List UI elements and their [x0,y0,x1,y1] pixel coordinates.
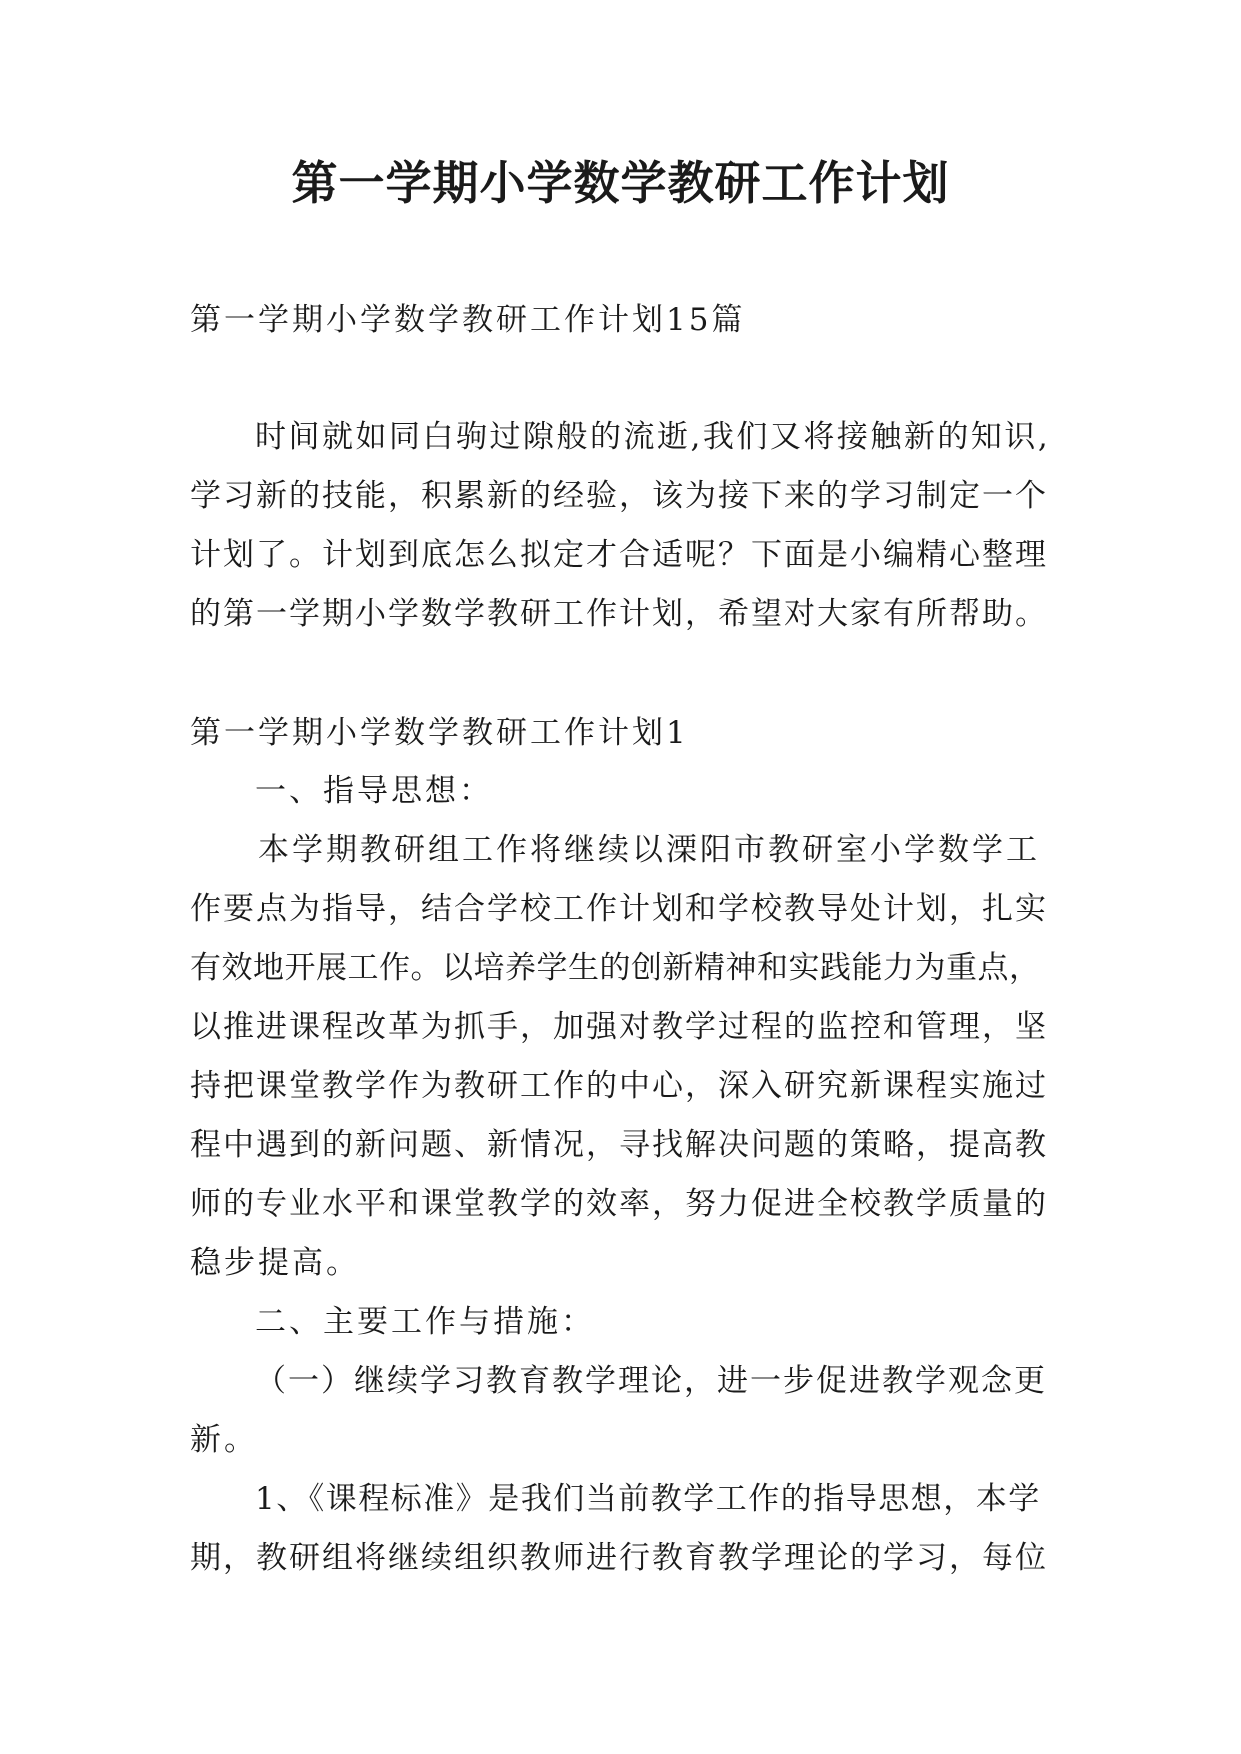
part1-body-line: 师的专业水平和课堂教学的效率，努力促进全校教学质量的 [190,1186,1048,1222]
document-title: 第一学期小学数学教研工作计划 [291,156,950,210]
intro-line: 时间就如同白驹过隙般的流逝,我们又将接触新的知识, [255,419,1051,455]
part1-body-line: 持把课堂教学作为教研工作的中心，深入研究新课程实施过 [190,1068,1048,1104]
part2-item-line: 1、《课程标准》是我们当前教学工作的指导思想，本学 [255,1481,1041,1517]
intro-line: 的第一学期小学数学教研工作计划，希望对大家有所帮助。 [190,596,1048,632]
part2-sub-line: 新。 [190,1422,258,1458]
part1-body-line: 稳步提高。 [190,1245,360,1281]
part1-heading: 一、指导思想： [255,773,493,809]
part1-body-line: 程中遇到的新问题、新情况，寻找解决问题的策略，提高教 [190,1127,1048,1163]
part1-body-line: 作要点为指导，结合学校工作计划和学校教导处计划，扎实 [190,891,1048,927]
part2-heading: 二、主要工作与措施： [255,1304,595,1340]
part2-item-line: 期，教研组将继续组织教师进行教育教学理论的学习，每位 [190,1540,1048,1576]
part1-body-line: 本学期教研组工作将继续以溧阳市教研室小学数学工 [258,832,1040,868]
intro-line: 计划了。计划到底怎么拟定才合适呢？下面是小编精心整理 [190,537,1048,573]
section-heading: 第一学期小学数学教研工作计划1 [190,715,689,751]
part1-body-line: 有效地开展工作。以培养学生的创新精神和实践能力为重点， [190,950,1041,986]
intro-line: 学习新的技能，积累新的经验，该为接下来的学习制定一个 [190,478,1048,514]
part2-sub-line: （一）继续学习教育教学理论，进一步促进教学观念更 [255,1363,1047,1399]
document-subtitle: 第一学期小学数学教研工作计划15篇 [190,302,746,338]
part1-body-line: 以推进课程改革为抓手，加强对教学过程的监控和管理，坚 [190,1009,1048,1045]
